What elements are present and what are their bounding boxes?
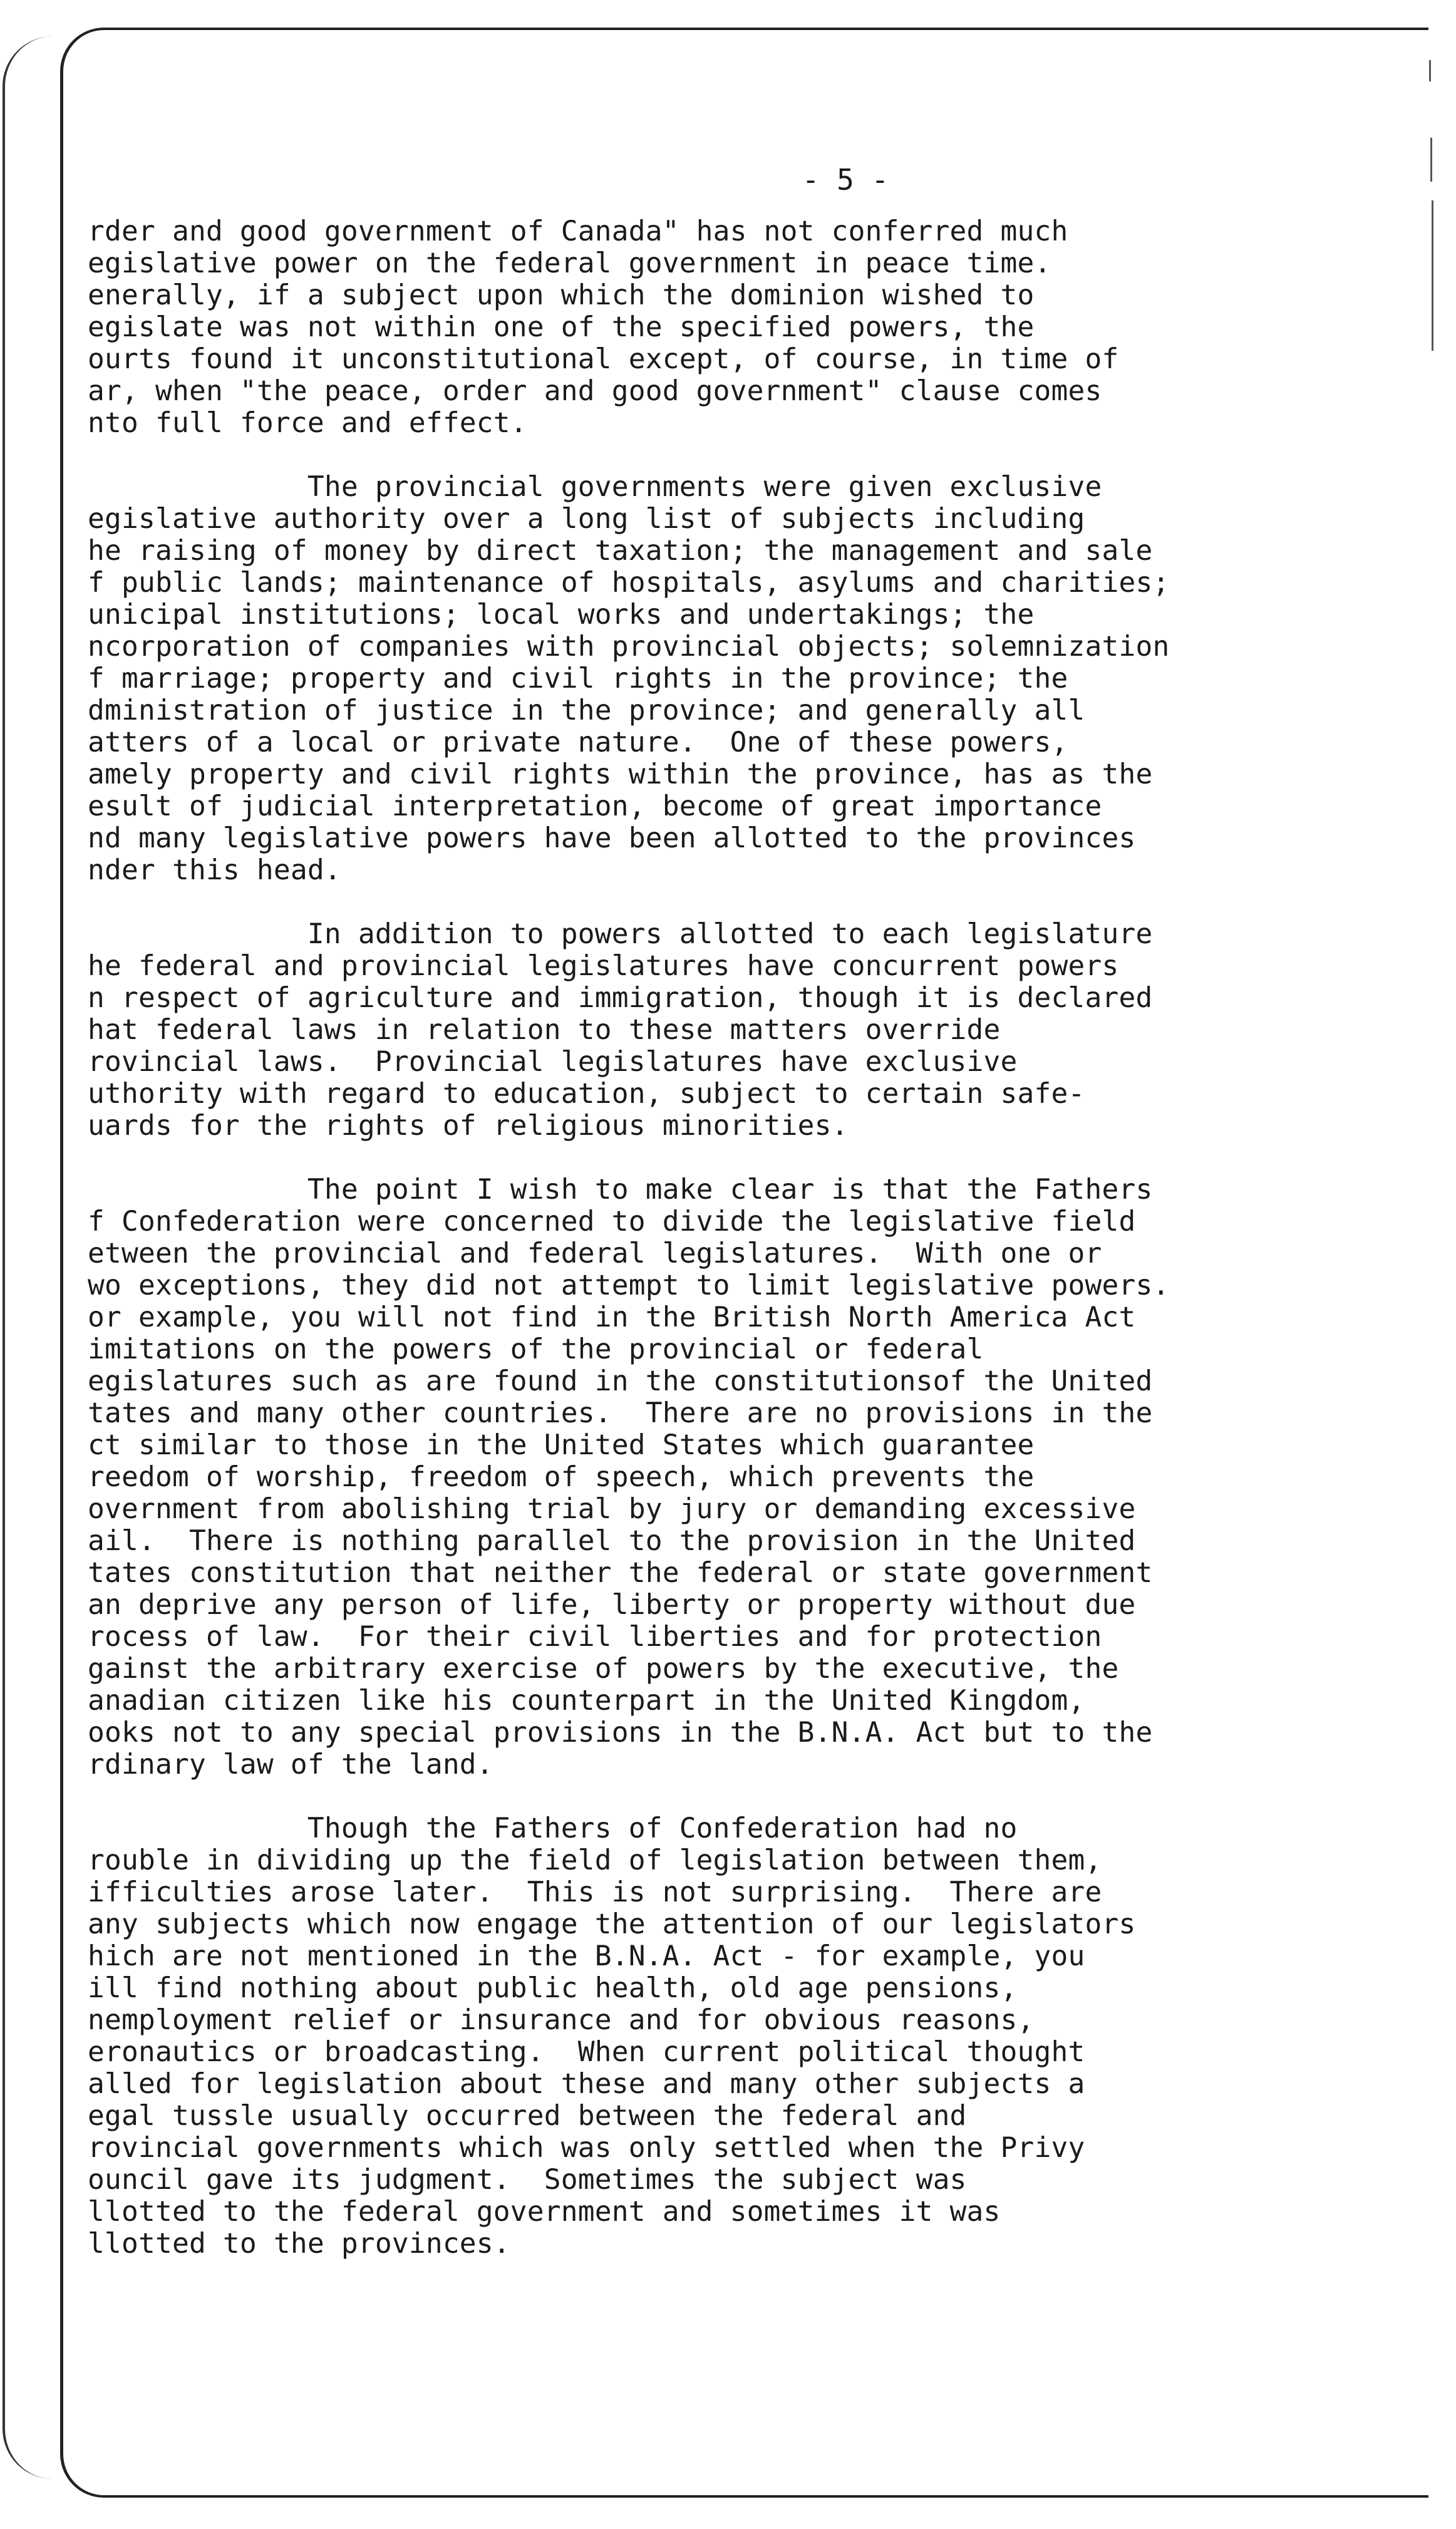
text-line: he raising of money by direct taxation; the management and sale	[88, 535, 1153, 567]
text-line: n respect of agriculture and immigration, though it is declared	[88, 982, 1153, 1014]
text-line: ar, when "the peace, order and good government" clause comes	[88, 375, 1102, 407]
text-line: nd many legislative powers have been allotted to the provinces	[88, 822, 1136, 854]
text-line: tates and many other countries. There are no provisions in the	[88, 1397, 1153, 1429]
text-line: rouble in dividing up the field of legislation between them,	[88, 1844, 1102, 1876]
text-line: egislative power on the federal government in peace time.	[88, 247, 1051, 279]
text-line: ouncil gave its judgment. Sometimes the subject was	[88, 2164, 967, 2196]
text-line: any subjects which now engage the attention of our legislators	[88, 1908, 1136, 1940]
text-line: or example, you will not find in the British North America Act	[88, 1301, 1136, 1333]
text-line: rocess of law. For their civil liberties and for protection	[88, 1621, 1102, 1653]
text-line: wo exceptions, they did not attempt to limit legislative powers.	[88, 1270, 1170, 1301]
text-line: ooks not to any special provisions in the B.N.A. Act but to the	[88, 1717, 1153, 1749]
text-line: rovincial governments which was only settled when the Privy	[88, 2132, 1085, 2164]
text-line: eronautics or broadcasting. When current political thought	[88, 2036, 1085, 2068]
text-line: atters of a local or private nature. One of these powers,	[88, 727, 1068, 758]
paragraph-1	[88, 215, 1365, 439]
text-line: hich are not mentioned in the B.N.A. Act - for example, you	[88, 1940, 1085, 1972]
document-body	[88, 163, 1365, 2292]
text-line: overnment from abolishing trial by jury or demanding excessive	[88, 1493, 1136, 1525]
text-line: In addition to powers allotted to each legislature	[88, 918, 1153, 950]
text-line: ill find nothing about public health, old age pensions,	[88, 1972, 1018, 2004]
text-line: llotted to the provinces.	[88, 2228, 510, 2260]
text-line: tates constitution that neither the federal or state government	[88, 1557, 1153, 1589]
margin-mark	[1432, 200, 1433, 351]
text-line: anadian citizen like his counterpart in the United Kingdom,	[88, 1685, 1085, 1717]
text-line: ifficulties arose later. This is not surprising. There are	[88, 1876, 1102, 1908]
text-line: he federal and provincial legislatures have concurrent powers	[88, 950, 1119, 982]
text-line: an deprive any person of life, liberty or property without due	[88, 1589, 1136, 1621]
text-line: f Confederation were concerned to divide the legislative field	[88, 1206, 1136, 1238]
margin-mark	[1429, 60, 1431, 81]
text-line: nemployment relief or insurance and for obvious reasons,	[88, 2004, 1035, 2036]
text-line: amely property and civil rights within the province, has as the	[88, 758, 1153, 790]
text-line: The point I wish to make clear is that the Fathers	[88, 1174, 1153, 1206]
text-line: uards for the rights of religious minorities.	[88, 1110, 849, 1142]
text-line: The provincial governments were given exclusive	[88, 471, 1102, 503]
text-line: ail. There is nothing parallel to the provision in the United	[88, 1525, 1136, 1557]
text-line: Though the Fathers of Confederation had no	[88, 1813, 1018, 1844]
text-line: rovincial laws. Provincial legislatures have exclusive	[88, 1046, 1018, 1078]
text-line: gainst the arbitrary exercise of powers by the executive, the	[88, 1653, 1119, 1685]
text-line: esult of judicial interpretation, become of great importance	[88, 790, 1102, 822]
text-line: unicipal institutions; local works and undertakings; the	[88, 599, 1035, 631]
text-line: rdinary law of the land.	[88, 1749, 493, 1781]
text-line: ourts found it unconstitutional except, of course, in time of	[88, 343, 1119, 375]
text-line: etween the provincial and federal legislatures. With one or	[88, 1238, 1102, 1270]
paragraph-3	[88, 918, 1365, 1142]
text-line: egislatures such as are found in the constitutionsof the United	[88, 1365, 1153, 1397]
text-line: rder and good government of Canada" has not conferred much	[88, 215, 1068, 247]
text-line: hat federal laws in relation to these matters override	[88, 1014, 1001, 1046]
text-line: nto full force and effect.	[88, 407, 527, 439]
text-line: f marriage; property and civil rights in the province; the	[88, 663, 1068, 695]
paragraph-2	[88, 471, 1365, 886]
text-line: egislative authority over a long list of subjects including	[88, 503, 1085, 535]
text-line: enerally, if a subject upon which the dominion wished to	[88, 279, 1035, 311]
text-line: f public lands; maintenance of hospitals, asylums and charities;	[88, 567, 1170, 599]
text-line: reedom of worship, freedom of speech, which prevents the	[88, 1461, 1035, 1493]
paragraph-4	[88, 1174, 1365, 1781]
text-line: ncorporation of companies with provincial objects; solemnization	[88, 631, 1170, 663]
text-line: imitations on the powers of the provincial or federal	[88, 1333, 984, 1365]
text-line: alled for legislation about these and many other subjects a	[88, 2068, 1085, 2100]
text-line: dministration of justice in the province; and generally all	[88, 695, 1085, 727]
paragraph-5	[88, 1813, 1365, 2260]
text-line: llotted to the federal government and sometimes it was	[88, 2196, 1001, 2228]
text-line: ct similar to those in the United States which guarantee	[88, 1429, 1035, 1461]
page-number: - 5 -	[802, 163, 889, 197]
text-line: egal tussle usually occurred between the federal and	[88, 2100, 967, 2132]
margin-mark	[1430, 138, 1432, 182]
text-line: egislate was not within one of the specified powers, the	[88, 311, 1035, 343]
text-line: uthority with regard to education, subject to certain safe-	[88, 1078, 1085, 1110]
text-line: nder this head.	[88, 854, 341, 886]
